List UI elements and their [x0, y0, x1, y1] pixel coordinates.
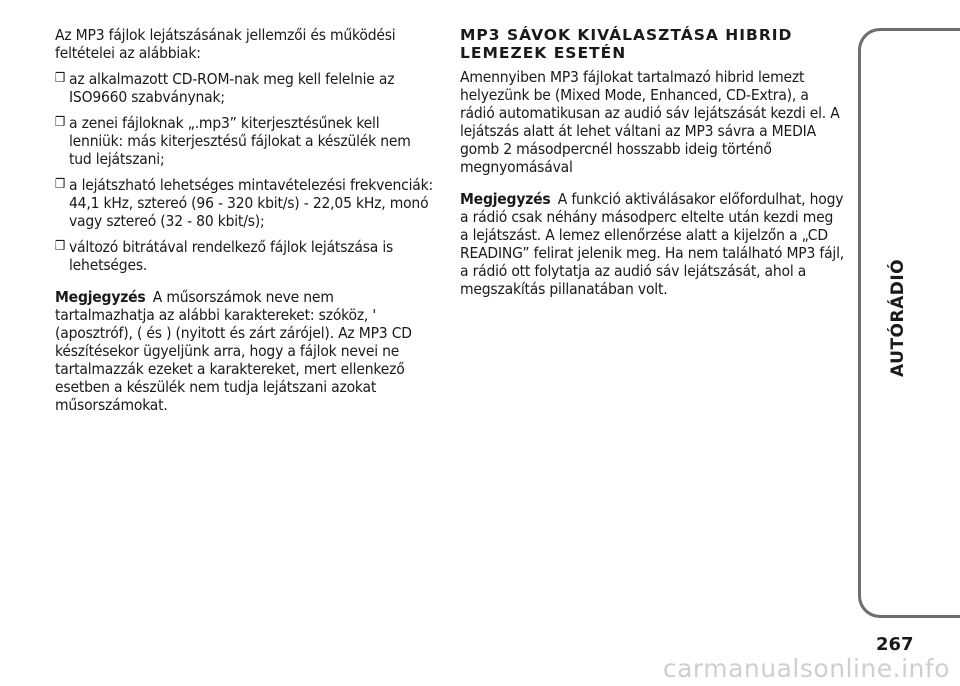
note-label: Megjegyzés: [55, 288, 146, 306]
checkbox-bullet-icon: ❒: [55, 115, 66, 130]
body-paragraph: Amennyiben MP3 fájlokat tartalmazó hibrid lemezt helyezünk be (Mixed Mode, Enhanced, CD-Extra), a rádió automatikusan az audió sáv lejátszását kezdi el. A lejátszás alatt át lehet váltani az MP3 sávra a MEDIA gomb 2 másodpercnél hosszabb ideig történő megnyomásával: [460, 68, 840, 176]
note-paragraph: [55, 288, 435, 414]
checkbox-bullet-icon: ❒: [55, 239, 66, 254]
note-label: Megjegyzés: [460, 190, 551, 208]
watermark: carmanualsonline.info: [662, 654, 950, 683]
list-item: [55, 70, 435, 106]
list-item: [55, 176, 435, 230]
list-item-text: változó bitrátával rendelkező fájlok lejátszása is lehetséges.: [69, 238, 394, 274]
section-heading: MP3 SÁVOK KIVÁLASZTÁSA HIBRID LEMEZEK ESETÉN: [460, 26, 793, 62]
list-item-text: a lejátszható lehetséges mintavételezési frekvenciák: 44,1 kHz, sztereó (96 - 320 kbit/s) - 22,05 kHz, monó vagy sztereó (32 - 80 kbit/s);: [69, 176, 434, 230]
checkbox-bullet-icon: ❒: [55, 177, 66, 192]
section-tab-label: AUTÓRÁDIÓ: [888, 258, 908, 377]
list-item-text: az alkalmazott CD-ROM-nak meg kell felelnie az ISO9660 szabványnak;: [69, 70, 395, 106]
note-text: A műsorszámok neve nem tartalmazhatja az alábbi karaktereket: szóköz, ' (aposztróf), ( és ) (nyitott és zárt zárójel). Az MP3 CD készítésekor ügyeljünk arra, hogy a fájlok nevei ne tartalmazzák ezeket a karaktereket, mert ellenkező esetben a készülék nem tudja lejátszani azokat műsorszámokat.: [55, 288, 412, 414]
note-paragraph: [460, 190, 845, 298]
checkbox-bullet-icon: ❒: [55, 71, 66, 86]
right-column: [460, 26, 845, 298]
intro-text: Az MP3 fájlok lejátszásának jellemzői és működési feltételei az alábbiak:: [55, 26, 396, 62]
list-item: [55, 114, 435, 168]
list-item-text: a zenei fájloknak „.mp3” kiterjesztésűnek kell lenniük: más kiterjesztésű fájlokat a készülék nem tud lejátszani;: [69, 114, 411, 168]
note-text: A funkció aktiválásakor előfordulhat, hogy a rádió csak néhány másodperc eltelte után kezdi meg a lejátszást. A lemez ellenőrzése alatt a kijelzőn a „CD READING” felirat jelenik meg. Ha nem található MP3 fájl, a rádió ott folytatja az audió sáv lejátszását, ahol a megszakítás pillanatában volt.: [460, 190, 845, 298]
section-tab: [858, 28, 960, 618]
list-item: [55, 238, 435, 274]
page-number: 267: [876, 634, 914, 655]
left-column: [55, 26, 435, 414]
